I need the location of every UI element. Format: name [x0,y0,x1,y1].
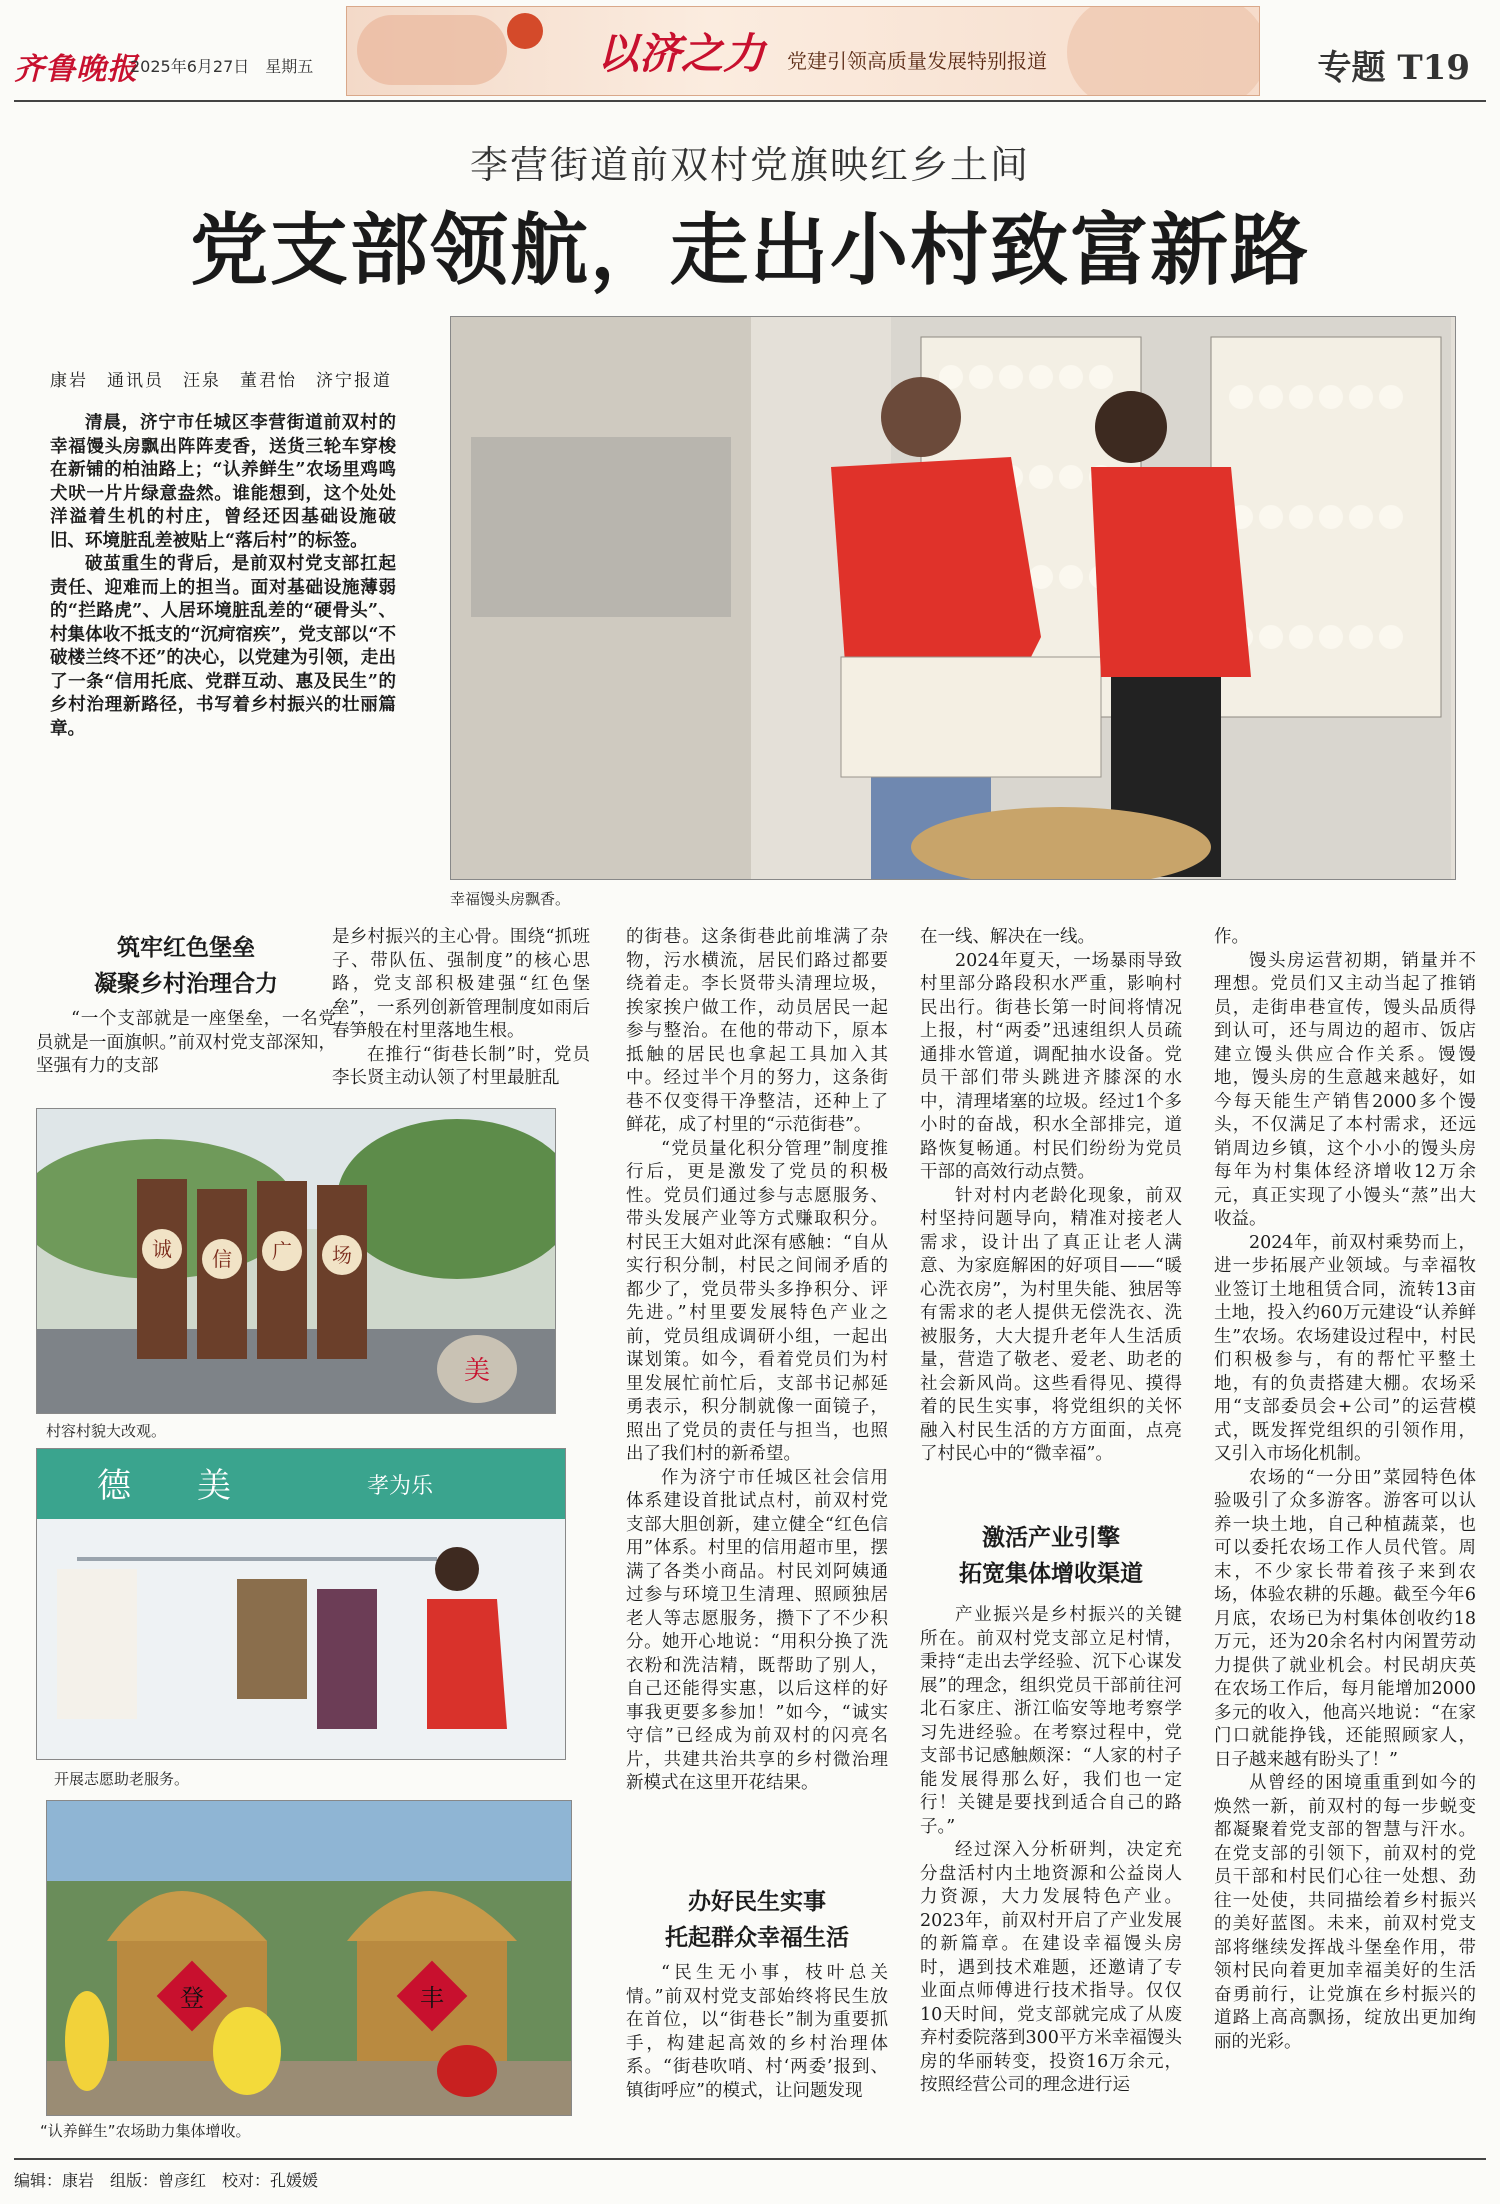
main-photo-caption: 幸福馒头房飘香。 [450,890,571,908]
sun-decoration [507,13,543,49]
photo1-caption: 村容村貌大改观。 [46,1422,167,1440]
column-3b [626,1962,888,2103]
bakery-illustration [451,317,1455,879]
hut-char: 丰 [420,1984,444,2012]
body-paragraph: 从曾经的困境重重到如今的焕然一新，前双村的每一步蜕变都凝聚着党支部的智慧与汗水。在党支部的引领下，前双村的党员干部和村民们心往一处想、劲往一处使，共同描绘着乡村振兴的美好蓝图。未来，前双村党支部将继续发挥战斗堡垒作用，带领村民向着更加幸福美好的生活奋勇前行，让党旗在乡村振兴的道路上高高飘扬，绽放出更加绚丽的光彩。 [1214,1773,1476,2052]
photo-village [36,1108,556,1414]
body-paragraph: 2024年，前双村乘势而上，进一步拓展产业领域。与幸福牧业签订土地租赁合同，流转13亩土地，投入约60万元建设“认养鲜生”农场。农场建设过程中，村民们积极参与，有的帮忙平整土地，有的负责搭建大棚。农场采用“支部委员会+公司”的运营模式，既发挥党组织的引领作用，又引入市场化机制。 [1214,1232,1476,1464]
body-paragraph: “党员量化积分管理”制度推行后，更是激发了党员的积极性。党员们通过参与志愿服务、带头发展产业等方式赚取积分。村民王大姐对此深有感触：“自从实行积分制，村民之间闹矛盾的都少了，党员带头多挣积分、评先进。”村里要发展特色产业之前，党员组成调研小组，一起出谋划策。如今，看着党员们为村里发展忙前忙后，支部书记郝延勇表示，积分制就像一面镜子，照出了党员的责任与担当，也照出了我们村的新希望。 [626,1138,888,1464]
page-label: 专题 T19 [1317,48,1470,88]
body-paragraph: 产业振兴是乡村振兴的关键所在。前双村党支部立足村情，秉持“走出去学经验、沉下心谋发展”的理念，组织党员干部前往河北石家庄、浙江临安等地考察学习先进经验。在考察过程中，党支部书记感触颇深：“人家的村子能发展得那么好，我们也一定行！关键是要找到适合自己的路子。” [920,1605,1182,1837]
section-heading-line: 办好民生实事 [688,1889,826,1915]
body-paragraph: “民生无小事，枝叶总关情。”前双村党支部始终将民生放在首位，以“街巷长”制为重要抓手，构建起高效的乡村治理体系。“街巷吹哨、村‘两委’报到、镇街呼应”的模式，让问题发现 [626,1963,888,2101]
body-paragraph: “一个支部就是一座堡垒，一名党员就是一面旗帜。”前双村党支部深知，坚强有力的支部 [36,1009,336,1076]
byline: 康岩 通讯员 汪泉 董君怡 济宁报道 [50,371,392,391]
body-paragraph: 馒头房运营初期，销量并不理想。党员们又主动当起了推销员，走街串巷宣传，馒头品质得到认可，还与周边的超市、饭店建立馒头供应合作关系。馒馒地，馒头房的生意越来越好，如今每天能生产销售2000多个馒头，不仅满足了本村需求，还远销周边乡镇，这个小小的馒头房每年为村集体经济增收12万余元，真正实现了小馒头“蒸”出大收益。 [1214,950,1476,1229]
body-paragraph: 在推行“街巷长制”时，党员李长贤主动认领了村里最脏乱 [332,1044,590,1088]
body-paragraph: 农场的“一分田”菜园特色体验吸引了众多游客。游客可以认养一块土地，自己种植蔬菜，也可以委托农场工作人员代管。周末，不少家长带着孩子来到农场，体验农耕的乐趣。截至今年6月底，农场已为村集体创收约18万元，还为20余名村内闲置劳动力提供了就业机会。村民胡庆英在农场工作后，每月能增加2000多元的收入，他高兴地说：“在家门口就能挣钱，还能照顾家人，日子越来越有盼头了！” [1214,1467,1476,1770]
photo2-caption: 开展志愿助老服务。 [54,1770,190,1788]
body-paragraph: 2024年夏天，一场暴雨导致村里部分路段积水严重，影响村民出行。街巷长第一时间将情况上报，村“两委”迅速组织人员疏通排水管道，调配抽水设备。党员干部们带头跳进齐膝深的水中，清理堵塞的垃圾。经过1个多小时的奋战，积水全部排完，道路恢复畅通。村民们纷纷为党员干部的高效行动点赞。 [920,950,1182,1182]
column-5 [1214,926,1476,2054]
wall-char: 德 [97,1466,131,1506]
photo-volunteer [36,1448,566,1760]
body-paragraph: 针对村内老龄化现象，前双村坚持问题导向，精准对接老人需求，设计出了真正让老人满意、为家庭解困的好项目——“暖心洗衣房”，为村里失能、独居等有需求的老人提供无偿洗衣、洗被服务，大大提升老年人生活质量，营造了敬老、爱老、助老的社会新风尚。这些看得见、摸得着的民生实事，将党组织的关怀融入村民生活的方方面面，点亮了村民心中的“微幸福”。 [920,1185,1182,1464]
section-heading-line: 托起群众幸福生活 [665,1925,849,1951]
stone-char: 美 [463,1356,491,1386]
section-heading-line: 凝聚乡村治理合力 [94,971,278,997]
masthead: 齐鲁晚报 [14,52,138,87]
section-heading-2 [626,1884,888,1956]
article-title: 党支部领航，走出小村致富新路 [189,205,1310,296]
wall-char: 孝为乐 [367,1474,434,1499]
section-heading-3 [920,1520,1182,1592]
banner-title: 以济之力 [597,29,766,78]
special-report-banner [346,6,1260,96]
sign-char: 诚 [152,1237,172,1261]
column-1 [36,1008,336,1079]
cloud-decoration [1067,6,1260,96]
wall-char: 美 [197,1466,231,1506]
cloud-decoration [357,15,507,85]
column-4 [920,926,1182,1467]
body-paragraph: 是乡村振兴的主心骨。围绕“抓班子、带队伍、强制度”的核心思路，党支部积极建强“红色堡垒”，一系列创新管理制度如雨后春笋般在村里落地生根。 [332,927,590,1041]
section-heading-1 [36,930,336,1002]
photo3-caption: “认养鲜生”农场助力集体增收。 [40,2122,251,2140]
main-photo [450,316,1456,880]
body-paragraph: 经过深入分析研判，决定充分盘活村内土地资源和公益岗人力资源，大力发展特色产业。2023年，前双村开启了产业发展的新篇章。在建设幸福馒头房时，遇到技术难题，还邀请了专业面点师傅进行技术指导。仅仅10天时间，党支部就完成了从废弃村委院落到300平方米幸福馒头房的华丽转变，投资16万余元，按照经营公司的理念进行运 [920,1840,1182,2095]
column-3 [626,926,888,1796]
body-paragraph: 在一线、解决在一线。 [920,927,1095,947]
section-heading-line: 拓宽集体增收渠道 [959,1561,1143,1587]
sign-char: 场 [332,1243,352,1267]
page-footer: 编辑：康岩 组版：曾彦红 校对：孔媛媛 [14,2158,1486,2191]
intro-paragraph: 破茧重生的背后，是前双村党支部扛起责任、迎难而上的担当。面对基础设施薄弱的“拦路虎”、人居环境脏乱差的“硬骨头”、村集体收不抵支的“沉疴宿疾”，党支部以“不破楼兰终不还”的决心，以党建为引领，走出了一条“信用托底、党群互动、惠及民生”的乡村治理新路径，书写着乡村振兴的壮丽篇章。 [50,554,396,739]
column-4b [920,1604,1182,2098]
village-illustration [37,1109,555,1413]
body-paragraph: 作为济宁市任城区社会信用体系建设首批试点村，前双村党支部大胆创新，建立健全“红色信用”体系。村里的信用超市里，摆满了各类小商品。村民刘阿姨通过参与环境卫生清理、照顾独居老人等志愿服务，攒下了不少积分。她开心地说：“用积分换了洗衣粉和洗洁精，既帮助了别人，自己还能得实惠，以后这样的好事我更要多参加！”如今，“诚实守信”已经成为前双村的闪亮名片，共建共治共享的乡村微治理新模式在这里开花结果。 [626,1467,888,1793]
article-subtitle: 李营街道前双村党旗映红乡土间 [469,143,1030,187]
section-heading-line: 筑牢红色堡垒 [117,935,255,961]
issue-date: 2025年6月27日 星期五 [130,57,314,76]
farm-illustration [47,1801,571,2115]
header-rule [14,100,1486,102]
intro-paragraph: 清晨，济宁市任城区李营街道前双村的幸福馒头房飘出阵阵麦香，送货三轮车穿梭在新铺的柏油路上；“认养鲜生”农场里鸡鸣犬吠一片片绿意盎然。谁能想到，这个处处洋溢着生机的村庄，曾经还因基础设施破旧、环境脏乱差被贴上“落后村”的标签。 [50,413,396,551]
volunteer-illustration [37,1449,565,1759]
banner-subtitle: 党建引领高质量发展特别报道 [787,49,1047,73]
hut-char: 登 [180,1984,204,2012]
section-heading-line: 激活产业引擎 [982,1525,1120,1551]
body-paragraph: 作。 [1214,927,1249,947]
photo-farm [46,1800,572,2116]
article-intro [50,412,396,741]
column-2 [332,926,590,1091]
sign-char: 信 [212,1247,232,1271]
body-paragraph: 的街巷。这条街巷此前堆满了杂物，污水横流，居民们路过都要绕着走。李长贤带头清理垃圾，挨家挨户做工作，动员居民一起参与整治。在他的带动下，原本抵触的居民也拿起工具加入其中。经过半个月的努力，这条街巷不仅变得干净整洁，还种上了鲜花，成了村里的“示范街巷”。 [626,927,888,1135]
sign-char: 广 [272,1239,292,1263]
